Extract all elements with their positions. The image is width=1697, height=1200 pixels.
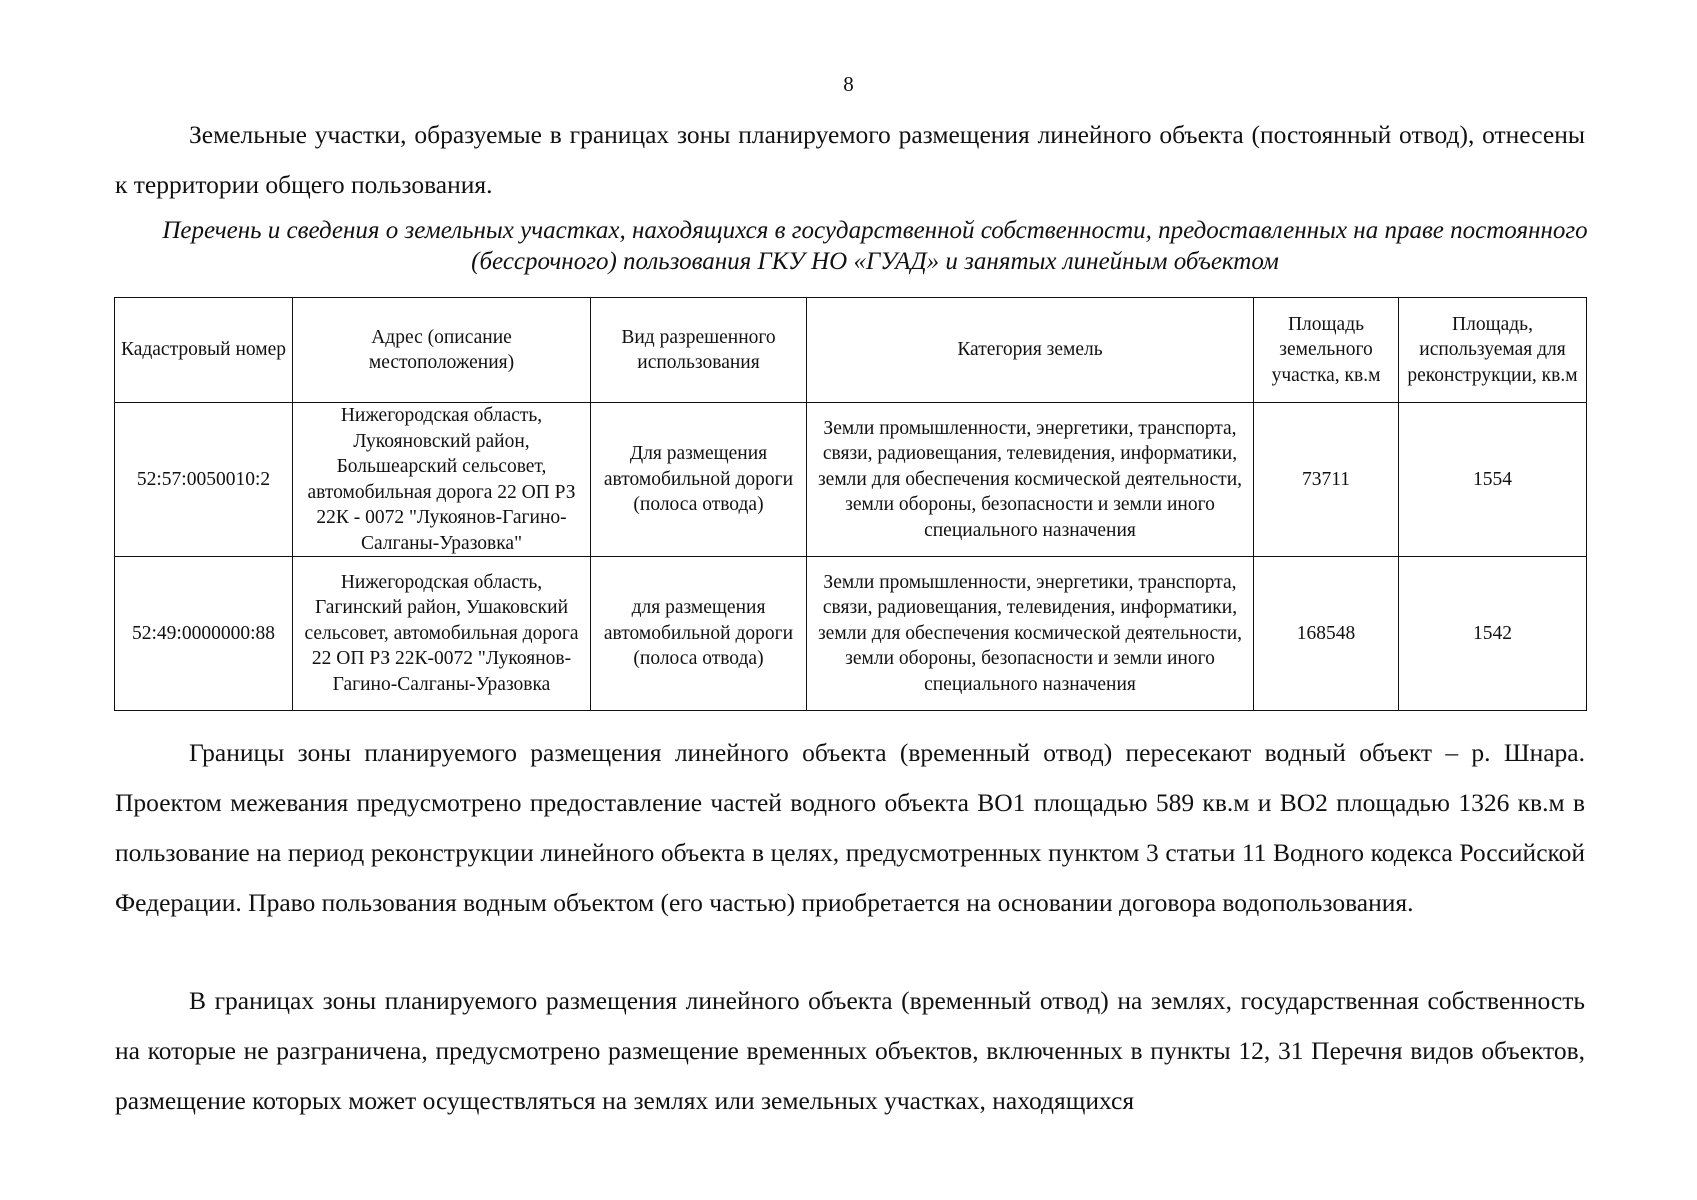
header-area-used: Площадь, используемая для реконструкции, кв.м — [1399, 298, 1587, 403]
cell-permitted-use: Для размещения автомобильной дороги (полоса отвода) — [591, 403, 807, 557]
table-header-row — [115, 298, 1587, 403]
header-land-category: Категория земель — [807, 298, 1254, 403]
table-caption: Перечень и сведения о земельных участках, находящихся в государственной собственности, предоставленных на праве постоянного (бессрочного) пользования ГКУ НО «ГУАД» и занятых линейным объектом — [162, 217, 1588, 275]
cell-permitted-use: для размещения автомобильной дороги (полоса отвода) — [591, 557, 807, 711]
land-plots-table — [114, 297, 1587, 711]
cell-address: Нижегородская область, Лукояновский район, Большеарский сельсовет, автомобильная дорога 22 ОП РЗ 22К - 0072 "Лукоянов-Гагино-Салганы-Уразовка" — [293, 403, 591, 557]
header-plot-area: Площадь земельного участка, кв.м — [1254, 298, 1399, 403]
cell-cadastral: 52:49:0000000:88 — [115, 557, 293, 711]
table-row — [115, 557, 1587, 711]
page-number: 8 — [843, 72, 854, 96]
paragraph-temporary-objects: В границах зоны планируемого размещения линейного объекта (временный отвод) на землях, государственная собственность на которые не разграничена, предусмотрено размещение временных объектов, включенных в пункты 12, 31 Перечня видов объектов, размещение которых может осуществляться на землях или земельных участках, находящихся — [115, 986, 1585, 1115]
cell-area-used: 1542 — [1399, 557, 1587, 711]
cell-land-category: Земли промышленности, энергетики, транспорта, связи, радиовещания, телевидения, информатики, земли для обеспечения космической деятельности, земли обороны, безопасности и земли иного специального назначения — [807, 557, 1254, 711]
header-address: Адрес (описание местоположения) — [293, 298, 591, 403]
cell-land-category: Земли промышленности, энергетики, транспорта, связи, радиовещания, телевидения, информатики, земли для обеспечения космической деятельности, земли обороны, безопасности и земли иного специального назначения — [807, 403, 1254, 557]
cell-plot-area: 168548 — [1254, 557, 1399, 711]
cell-plot-area: 73711 — [1254, 403, 1399, 557]
paragraph-water-object: Границы зоны планируемого размещения линейного объекта (временный отвод) пересекают водный объект – р. Шнара. Проектом межевания предусмотрено предоставление частей водного объекта ВО1 площадью 589 кв.м и ВО2 площадью 1326 кв.м в пользование на период реконструкции линейного объекта в целях, предусмотренных пунктом 3 статьи 11 Водного кодекса Российской Федерации. Право пользования водным объектом (его частью) приобретается на основании договора водопользования. — [115, 738, 1585, 917]
table-row — [115, 403, 1587, 557]
paragraph-public-use: Земельные участки, образуемые в границах зоны планируемого размещения линейного объекта (постоянный отвод), отнесены к территории общего пользования. — [115, 120, 1585, 199]
header-cadastral: Кадастровый номер — [115, 298, 293, 403]
cell-area-used: 1554 — [1399, 403, 1587, 557]
cell-address: Нижегородская область, Гагинский район, Ушаковский сельсовет, автомобильная дорога 22 ОП РЗ 22К-0072 "Лукоянов-Гагино-Салганы-Уразовка — [293, 557, 591, 711]
cell-cadastral: 52:57:0050010:2 — [115, 403, 293, 557]
header-permitted-use: Вид разрешенного использования — [591, 298, 807, 403]
